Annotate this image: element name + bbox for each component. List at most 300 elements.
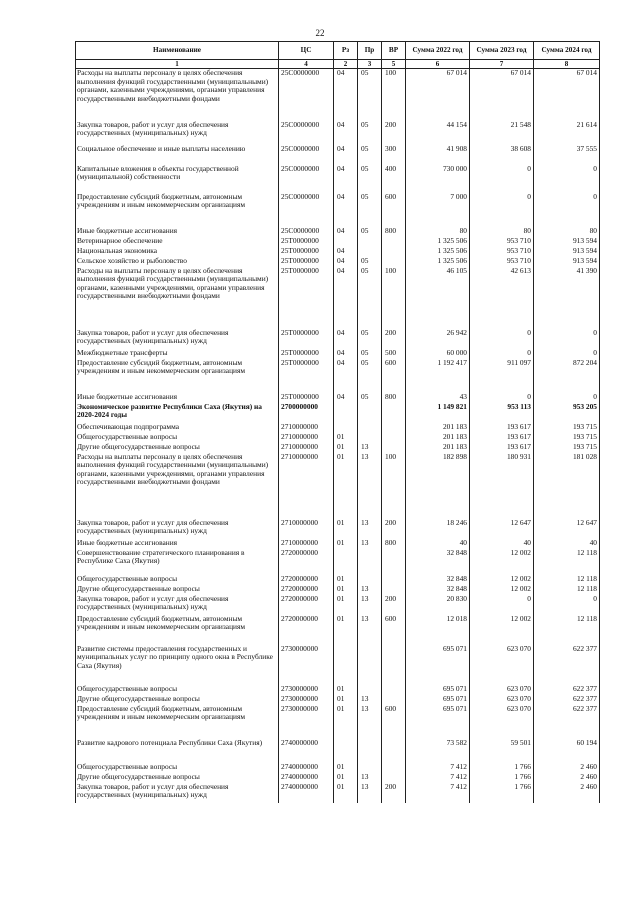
row-vr-code: 800 — [382, 393, 406, 403]
row-name: Совершенствование стратегического планирования в Республике Саха (Якутия) — [76, 549, 279, 575]
row-pr-code: 13 — [358, 695, 382, 705]
table-row — [76, 575, 600, 585]
table-row — [76, 519, 600, 539]
row-vr-code: 100 — [382, 267, 406, 329]
row-cs-code: 25С0000000 — [279, 69, 334, 121]
row-sum-2023: 953 710 — [470, 247, 534, 257]
row-rz-code: 04 — [334, 329, 358, 349]
row-pr-code — [358, 575, 382, 585]
row-vr-code: 200 — [382, 783, 406, 803]
row-vr-code: 400 — [382, 165, 406, 193]
row-name: Иные бюджетные ассигнования — [76, 393, 279, 403]
row-vr-code: 500 — [382, 349, 406, 359]
row-sum-2024: 2 460 — [534, 763, 600, 773]
row-sum-2024: 40 — [534, 539, 600, 549]
row-sum-2022: 7 412 — [406, 763, 470, 773]
row-name: Закупка товаров, работ и услуг для обеспечения государственных (муниципальных) нужд — [76, 595, 279, 615]
table-row — [76, 585, 600, 595]
row-name: Другие общегосударственные вопросы — [76, 695, 279, 705]
row-vr-code: 600 — [382, 705, 406, 739]
row-sum-2022: 46 105 — [406, 267, 470, 329]
row-sum-2024: 193 715 — [534, 423, 600, 433]
column-number: 3 — [358, 60, 382, 69]
row-name: Национальная экономика — [76, 247, 279, 257]
row-sum-2022: 26 942 — [406, 329, 470, 349]
row-sum-2023: 953 710 — [470, 257, 534, 267]
row-cs-code: 25С0000000 — [279, 193, 334, 227]
row-sum-2023: 67 014 — [470, 69, 534, 121]
row-sum-2022: 32 848 — [406, 585, 470, 595]
table-row — [76, 685, 600, 695]
row-sum-2024: 913 594 — [534, 247, 600, 257]
row-cs-code: 25Т0000000 — [279, 267, 334, 329]
row-sum-2022: 12 018 — [406, 615, 470, 645]
row-sum-2024: 12 118 — [534, 585, 600, 595]
column-number: 1 — [76, 60, 279, 69]
table-row — [76, 247, 600, 257]
row-vr-code: 200 — [382, 595, 406, 615]
row-cs-code: 2720000000 — [279, 615, 334, 645]
row-name: Закупка товаров, работ и услуг для обеспечения государственных (муниципальных) нужд — [76, 783, 279, 803]
header-sum-2022: Сумма 2022 год — [406, 42, 470, 60]
row-sum-2024: 2 460 — [534, 783, 600, 803]
column-number: 6 — [406, 60, 470, 69]
row-sum-2022: 695 071 — [406, 645, 470, 685]
row-sum-2023: 12 002 — [470, 585, 534, 595]
row-cs-code: 2710000000 — [279, 453, 334, 519]
row-rz-code — [334, 739, 358, 763]
row-pr-code — [358, 247, 382, 257]
row-rz-code: 04 — [334, 393, 358, 403]
table-row — [76, 443, 600, 453]
row-vr-code — [382, 549, 406, 575]
table-row — [76, 393, 600, 403]
row-pr-code: 05 — [358, 349, 382, 359]
row-cs-code: 25Т0000000 — [279, 237, 334, 247]
row-sum-2023: 0 — [470, 329, 534, 349]
row-cs-code: 2730000000 — [279, 645, 334, 685]
page-number: 22 — [315, 28, 325, 38]
row-name: Общегосударственные вопросы — [76, 433, 279, 443]
row-rz-code: 04 — [334, 359, 358, 393]
row-cs-code: 25Т0000000 — [279, 247, 334, 257]
row-rz-code: 01 — [334, 585, 358, 595]
row-name: Другие общегосударственные вопросы — [76, 585, 279, 595]
row-pr-code — [358, 739, 382, 763]
row-name: Предоставление субсидий бюджетным, автономным учреждениям и иным некоммерческим организациям — [76, 193, 279, 227]
row-cs-code: 25С0000000 — [279, 165, 334, 193]
row-pr-code — [358, 549, 382, 575]
column-number: 2 — [334, 60, 358, 69]
row-name: Социальное обеспечение и иные выплаты населению — [76, 145, 279, 165]
row-sum-2024: 21 614 — [534, 121, 600, 145]
row-sum-2024: 0 — [534, 193, 600, 227]
row-vr-code — [382, 403, 406, 423]
table-row — [76, 773, 600, 783]
row-sum-2022: 201 183 — [406, 443, 470, 453]
row-sum-2024: 12 647 — [534, 519, 600, 539]
row-pr-code: 13 — [358, 595, 382, 615]
row-cs-code: 2720000000 — [279, 585, 334, 595]
row-rz-code: 01 — [334, 763, 358, 773]
row-rz-code: 04 — [334, 267, 358, 329]
row-pr-code — [358, 763, 382, 773]
row-cs-code: 2730000000 — [279, 685, 334, 695]
row-sum-2022: 32 848 — [406, 575, 470, 585]
row-pr-code: 05 — [358, 393, 382, 403]
row-cs-code: 2710000000 — [279, 539, 334, 549]
table-row — [76, 121, 600, 145]
row-sum-2022: 1 325 506 — [406, 257, 470, 267]
row-cs-code: 2710000000 — [279, 519, 334, 539]
row-name: Иные бюджетные ассигнования — [76, 227, 279, 237]
row-sum-2024: 37 555 — [534, 145, 600, 165]
table-row — [76, 403, 600, 423]
table-row — [76, 69, 600, 121]
row-sum-2024: 193 715 — [534, 443, 600, 453]
row-sum-2023: 0 — [470, 393, 534, 403]
row-vr-code: 600 — [382, 193, 406, 227]
row-sum-2022: 67 014 — [406, 69, 470, 121]
row-rz-code: 01 — [334, 705, 358, 739]
row-sum-2023: 623 070 — [470, 705, 534, 739]
row-sum-2023: 623 070 — [470, 685, 534, 695]
row-sum-2024: 0 — [534, 595, 600, 615]
row-vr-code: 800 — [382, 227, 406, 237]
row-rz-code: 01 — [334, 773, 358, 783]
row-sum-2024: 953 205 — [534, 403, 600, 423]
row-sum-2022: 182 898 — [406, 453, 470, 519]
row-pr-code: 05 — [358, 121, 382, 145]
row-sum-2023: 193 617 — [470, 433, 534, 443]
row-sum-2024: 913 594 — [534, 237, 600, 247]
row-sum-2023: 40 — [470, 539, 534, 549]
table-row — [76, 645, 600, 685]
table-row — [76, 763, 600, 773]
row-pr-code: 13 — [358, 519, 382, 539]
row-vr-code — [382, 645, 406, 685]
table-row — [76, 433, 600, 443]
table-row — [76, 237, 600, 247]
row-name: Закупка товаров, работ и услуг для обеспечения государственных (муниципальных) нужд — [76, 519, 279, 539]
row-sum-2024: 60 194 — [534, 739, 600, 763]
row-name: Межбюджетные трансферты — [76, 349, 279, 359]
row-sum-2022: 201 183 — [406, 423, 470, 433]
row-sum-2022: 43 — [406, 393, 470, 403]
row-rz-code — [334, 237, 358, 247]
row-vr-code: 100 — [382, 453, 406, 519]
row-sum-2023: 38 608 — [470, 145, 534, 165]
row-rz-code: 01 — [334, 519, 358, 539]
row-sum-2024: 193 715 — [534, 433, 600, 443]
row-pr-code: 05 — [358, 145, 382, 165]
row-sum-2022: 60 000 — [406, 349, 470, 359]
header-name: Наименование — [76, 42, 279, 60]
row-sum-2022: 7 412 — [406, 783, 470, 803]
row-cs-code: 25С0000000 — [279, 145, 334, 165]
row-sum-2023: 80 — [470, 227, 534, 237]
column-number: 5 — [382, 60, 406, 69]
row-sum-2024: 622 377 — [534, 695, 600, 705]
row-sum-2023: 623 070 — [470, 645, 534, 685]
row-sum-2024: 622 377 — [534, 705, 600, 739]
row-sum-2024: 80 — [534, 227, 600, 237]
row-pr-code: 13 — [358, 773, 382, 783]
row-rz-code: 04 — [334, 69, 358, 121]
header-sum-2023: Сумма 2023 год — [470, 42, 534, 60]
row-sum-2024: 41 390 — [534, 267, 600, 329]
row-name: Развитие кадрового потенциала Республики Саха (Якутия) — [76, 739, 279, 763]
row-cs-code: 2720000000 — [279, 575, 334, 585]
row-cs-code: 2740000000 — [279, 773, 334, 783]
header-sum-2024: Сумма 2024 год — [534, 42, 600, 60]
row-name: Закупка товаров, работ и услуг для обеспечения государственных (муниципальных) нужд — [76, 121, 279, 145]
row-rz-code: 01 — [334, 615, 358, 645]
row-vr-code: 600 — [382, 359, 406, 393]
row-rz-code: 04 — [334, 193, 358, 227]
row-sum-2023: 1 766 — [470, 773, 534, 783]
header-vr: ВР — [382, 42, 406, 60]
row-rz-code: 04 — [334, 121, 358, 145]
row-pr-code — [358, 645, 382, 685]
row-name: Предоставление субсидий бюджетным, автономным учреждениям и иным некоммерческим организациям — [76, 615, 279, 645]
table-row — [76, 145, 600, 165]
row-vr-code — [382, 763, 406, 773]
row-sum-2024: 2 460 — [534, 773, 600, 783]
row-name: Другие общегосударственные вопросы — [76, 773, 279, 783]
row-sum-2024: 0 — [534, 349, 600, 359]
row-sum-2022: 80 — [406, 227, 470, 237]
row-sum-2024: 67 014 — [534, 69, 600, 121]
row-sum-2023: 12 647 — [470, 519, 534, 539]
row-sum-2023: 623 070 — [470, 695, 534, 705]
row-name: Капитальные вложения в объекты государственной (муниципальной) собственности — [76, 165, 279, 193]
row-pr-code: 13 — [358, 585, 382, 595]
row-vr-code — [382, 585, 406, 595]
row-vr-code — [382, 773, 406, 783]
row-cs-code: 25С0000000 — [279, 121, 334, 145]
table-row — [76, 227, 600, 237]
row-pr-code: 13 — [358, 705, 382, 739]
row-cs-code: 25Т0000000 — [279, 349, 334, 359]
row-vr-code — [382, 685, 406, 695]
row-rz-code: 01 — [334, 443, 358, 453]
row-name: Обеспечивающая подпрограмма — [76, 423, 279, 433]
row-cs-code: 2720000000 — [279, 595, 334, 615]
row-vr-code — [382, 695, 406, 705]
row-sum-2022: 18 246 — [406, 519, 470, 539]
row-sum-2024: 872 204 — [534, 359, 600, 393]
row-name: Общегосударственные вопросы — [76, 685, 279, 695]
row-rz-code: 04 — [334, 247, 358, 257]
row-name: Иные бюджетные ассигнования — [76, 539, 279, 549]
row-cs-code: 25Т0000000 — [279, 257, 334, 267]
row-vr-code: 300 — [382, 145, 406, 165]
row-sum-2022: 201 183 — [406, 433, 470, 443]
row-cs-code: 2700000000 — [279, 403, 334, 423]
table-row — [76, 267, 600, 329]
row-vr-code — [382, 423, 406, 433]
row-name: Ветеринарное обеспечение — [76, 237, 279, 247]
row-vr-code — [382, 575, 406, 585]
row-name: Другие общегосударственные вопросы — [76, 443, 279, 453]
row-sum-2023: 911 097 — [470, 359, 534, 393]
row-pr-code: 05 — [358, 165, 382, 193]
row-cs-code: 2730000000 — [279, 695, 334, 705]
row-sum-2022: 1 325 506 — [406, 247, 470, 257]
row-sum-2022: 7 000 — [406, 193, 470, 227]
row-rz-code: 01 — [334, 783, 358, 803]
row-name: Расходы на выплаты персоналу в целях обеспечения выполнения функций государственными (муниципальными) органами, казенными учреждениями, органами управления государственными внебюджетными фондами — [76, 69, 279, 121]
row-vr-code: 100 — [382, 69, 406, 121]
row-sum-2023: 0 — [470, 349, 534, 359]
row-name: Закупка товаров, работ и услуг для обеспечения государственных (муниципальных) нужд — [76, 329, 279, 349]
row-sum-2022: 695 071 — [406, 695, 470, 705]
row-rz-code: 04 — [334, 349, 358, 359]
row-sum-2023: 42 613 — [470, 267, 534, 329]
table-row — [76, 615, 600, 645]
row-vr-code — [382, 739, 406, 763]
row-pr-code: 05 — [358, 69, 382, 121]
column-number-row — [76, 60, 600, 69]
row-name: Предоставление субсидий бюджетным, автономным учреждениям и иным некоммерческим организациям — [76, 359, 279, 393]
row-name: Развитие системы предоставления государственных и муниципальных услуг по принципу одного окна в Республике Саха (Якутия) — [76, 645, 279, 685]
row-pr-code — [358, 433, 382, 443]
row-cs-code: 2720000000 — [279, 549, 334, 575]
row-cs-code: 25Т0000000 — [279, 393, 334, 403]
row-sum-2023: 180 931 — [470, 453, 534, 519]
row-sum-2022: 695 071 — [406, 705, 470, 739]
row-sum-2022: 695 071 — [406, 685, 470, 695]
row-sum-2023: 59 501 — [470, 739, 534, 763]
row-sum-2022: 40 — [406, 539, 470, 549]
row-name: Общегосударственные вопросы — [76, 763, 279, 773]
table-row — [76, 453, 600, 519]
budget-table — [75, 41, 600, 803]
row-pr-code — [358, 403, 382, 423]
row-sum-2023: 0 — [470, 193, 534, 227]
row-sum-2022: 73 582 — [406, 739, 470, 763]
row-rz-code — [334, 549, 358, 575]
row-sum-2023: 12 002 — [470, 575, 534, 585]
row-rz-code — [334, 423, 358, 433]
row-rz-code — [334, 645, 358, 685]
row-sum-2023: 1 766 — [470, 763, 534, 773]
row-pr-code: 13 — [358, 615, 382, 645]
row-sum-2023: 21 548 — [470, 121, 534, 145]
row-vr-code: 800 — [382, 539, 406, 549]
row-sum-2024: 12 118 — [534, 575, 600, 585]
row-vr-code: 200 — [382, 121, 406, 145]
column-number: 7 — [470, 60, 534, 69]
row-sum-2022: 1 149 821 — [406, 403, 470, 423]
table-row — [76, 257, 600, 267]
row-cs-code: 2740000000 — [279, 763, 334, 773]
row-sum-2022: 730 000 — [406, 165, 470, 193]
row-rz-code: 01 — [334, 539, 358, 549]
row-name: Расходы на выплаты персоналу в целях обеспечения выполнения функций государственными (муниципальными) органами, казенными учреждениями, органами управления государственными внебюджетными фондами — [76, 453, 279, 519]
table-row — [76, 783, 600, 803]
row-rz-code: 01 — [334, 595, 358, 615]
table-row — [76, 423, 600, 433]
row-vr-code: 200 — [382, 329, 406, 349]
row-rz-code: 01 — [334, 453, 358, 519]
row-sum-2022: 32 848 — [406, 549, 470, 575]
row-sum-2023: 953 710 — [470, 237, 534, 247]
header-cs: ЦС — [279, 42, 334, 60]
row-sum-2023: 0 — [470, 595, 534, 615]
row-sum-2023: 12 002 — [470, 549, 534, 575]
table-row — [76, 193, 600, 227]
row-sum-2022: 44 154 — [406, 121, 470, 145]
row-pr-code: 05 — [358, 329, 382, 349]
row-sum-2024: 0 — [534, 165, 600, 193]
row-sum-2024: 913 594 — [534, 257, 600, 267]
row-pr-code: 13 — [358, 783, 382, 803]
row-sum-2024: 12 118 — [534, 549, 600, 575]
row-vr-code: 200 — [382, 519, 406, 539]
row-sum-2023: 193 617 — [470, 423, 534, 433]
row-sum-2024: 12 118 — [534, 615, 600, 645]
table-row — [76, 595, 600, 615]
row-sum-2022: 7 412 — [406, 773, 470, 783]
row-sum-2022: 1 192 417 — [406, 359, 470, 393]
row-name: Предоставление субсидий бюджетным, автономным учреждениям и иным некоммерческим организациям — [76, 705, 279, 739]
table-header-row — [76, 42, 600, 60]
row-pr-code — [358, 237, 382, 247]
row-pr-code — [358, 685, 382, 695]
row-sum-2024: 622 377 — [534, 645, 600, 685]
row-pr-code: 05 — [358, 359, 382, 393]
row-name: Экономическое развитие Республики Саха (Якутия) на 2020-2024 годы — [76, 403, 279, 423]
row-rz-code — [334, 403, 358, 423]
table-row — [76, 695, 600, 705]
row-cs-code: 25Т0000000 — [279, 329, 334, 349]
row-rz-code: 04 — [334, 227, 358, 237]
row-vr-code — [382, 443, 406, 453]
table-body — [76, 69, 600, 803]
row-sum-2024: 181 028 — [534, 453, 600, 519]
table-row — [76, 349, 600, 359]
row-pr-code: 05 — [358, 257, 382, 267]
row-cs-code: 25Т0000000 — [279, 359, 334, 393]
row-pr-code: 13 — [358, 443, 382, 453]
column-number: 4 — [279, 60, 334, 69]
row-rz-code: 04 — [334, 165, 358, 193]
row-name: Общегосударственные вопросы — [76, 575, 279, 585]
row-cs-code: 2710000000 — [279, 443, 334, 453]
row-vr-code — [382, 247, 406, 257]
row-sum-2023: 0 — [470, 165, 534, 193]
row-sum-2024: 0 — [534, 393, 600, 403]
row-cs-code: 2710000000 — [279, 433, 334, 443]
table-row — [76, 549, 600, 575]
row-sum-2023: 12 002 — [470, 615, 534, 645]
row-cs-code: 2740000000 — [279, 739, 334, 763]
row-sum-2023: 1 766 — [470, 783, 534, 803]
row-pr-code — [358, 423, 382, 433]
row-rz-code: 04 — [334, 145, 358, 165]
column-number: 8 — [534, 60, 600, 69]
row-name: Расходы на выплаты персоналу в целях обеспечения выполнения функций государственными (муниципальными) органами, казенными учреждениями, органами управления государственными внебюджетными фондами — [76, 267, 279, 329]
row-pr-code: 05 — [358, 193, 382, 227]
row-rz-code: 01 — [334, 685, 358, 695]
row-pr-code: 13 — [358, 539, 382, 549]
row-cs-code: 2740000000 — [279, 783, 334, 803]
row-rz-code: 01 — [334, 433, 358, 443]
table-row — [76, 739, 600, 763]
row-vr-code — [382, 237, 406, 247]
